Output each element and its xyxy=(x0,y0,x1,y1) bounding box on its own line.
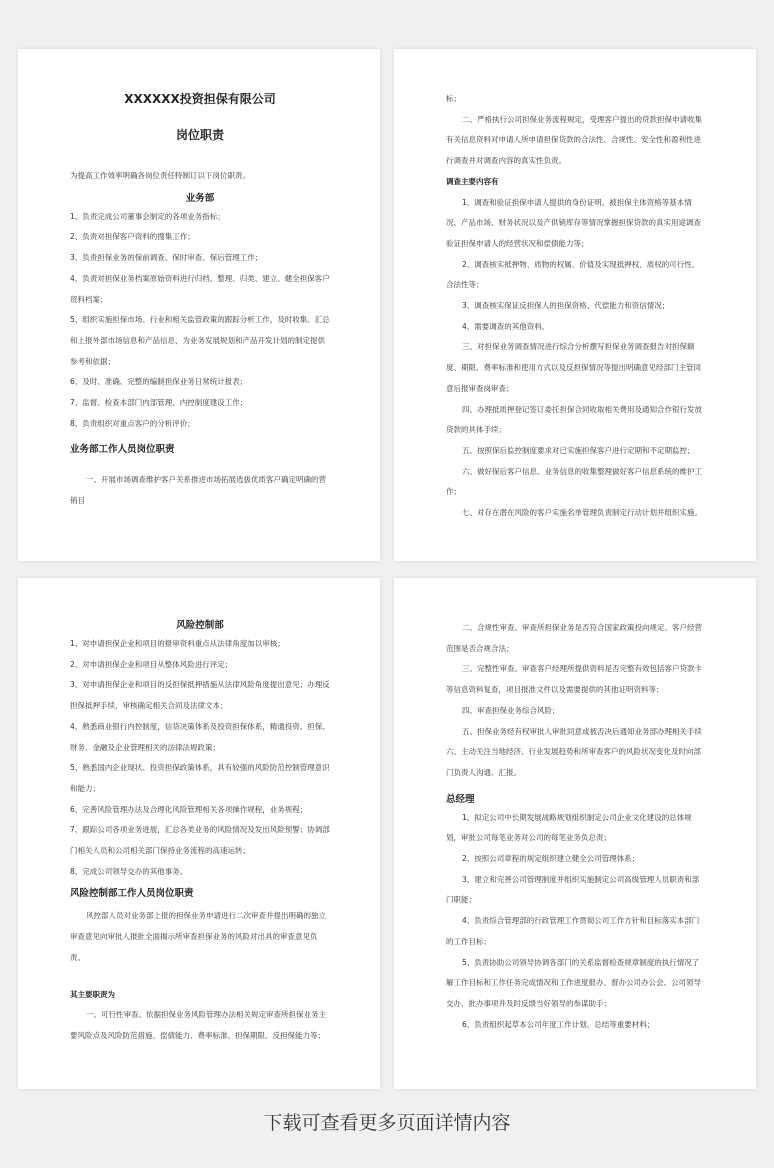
paragraph: 一、可行性审查。依据担保业务风险管理办法相关规定审查所担保业务主要风险点及风险防范措施、偿债能力、费率标准、担保期限、反担保能力等； xyxy=(70,1010,326,1040)
subheading-main-duties: 其主要职责为 xyxy=(70,989,115,999)
list-item: 1、拟定公司中长期发展战略规划组织制定公司企业文化建设的总体规划，审批公司每笔业务对公司的每笔业务负总责； xyxy=(446,812,692,843)
list-item: 3、对申请担保企业和项目的反担保抵押措施从法律风险角度提出意见；办理反担保抵押手续，审核确定相关合同及法律文本； xyxy=(70,680,330,711)
intro-text: 为提高工作效率明确各岗位责任特制订以下岗位职责。 xyxy=(70,171,250,180)
paragraph: 四、办理抵质押登记签订委托担保合同收取相关费用及通知合作银行发放贷款的具体手续； xyxy=(446,404,702,435)
paragraph: 标； xyxy=(446,94,461,103)
document-title: 岗位职责 xyxy=(175,128,224,142)
list-item: 1、对申请担保企业和项目的报审资料重点从法律角度加以审核； xyxy=(70,639,285,648)
section-heading-gm: 总经理 xyxy=(446,793,475,805)
list-item: 4、熟悉商业银行内控制度，信贷决策体系及投资担保体系，精通投资、担保、财务、金融及企业管理相关的法律法规政策； xyxy=(70,721,330,752)
list-item: 3、调查核实保证反担保人的担保资格、代偿能力和资信情况； xyxy=(462,301,670,311)
list-item: 8、完成公司领导交办的其他事务。 xyxy=(70,866,188,876)
paragraph: 六、做好保后客户信息、业务信息的收集整理做好客户信息系统的维护工作； xyxy=(446,466,702,497)
paragraph: 三、完整性审查。审查客户经理所提供资料是否完整有效包括客户贷款卡等信息资料复查，项目报准文件以及需要提供的其他证明资料等； xyxy=(446,664,702,695)
list-item: 6、完善风险管理办法及合理化风险管理相关各项操作规程，业务规程； xyxy=(70,804,308,814)
list-item: 7、跟踪公司各项业务进展，汇总各类业务的风险情况及发出风险预警；协调部门相关人员和公司相关部门保持业务流程的高速运转； xyxy=(70,825,330,856)
list-item: 6、负责组织起草本公司年度工作计划、总结等重要材料； xyxy=(462,1019,655,1029)
section-heading-risk-staff: 风险控制部工作人员岗位职责 xyxy=(70,888,194,900)
list-item: 6、及时、准确、完整的编制担保业务日常统计报表； xyxy=(70,377,248,387)
list-item: 4、需要调查的其他资料。 xyxy=(462,321,550,331)
list-item: 3、建立和完善公司管理制度并组织实施制定公司高级管理人员职责和部门职能； xyxy=(446,874,700,905)
list-item: 1、调查和验证担保申请人提供的身份证明、被担保主体资格等基本情况、产品市场、财务状况以及产供销库存等情况掌握担保贷款的真实用途调查验证担保申请人的经营状况和偿债能力等； xyxy=(446,197,701,248)
paragraph: 五、按照保后监控制度要求对已实施担保客户进行定期和不定期监控； xyxy=(462,445,695,455)
list-item: 2、负责对担保客户资料的搜集工作； xyxy=(70,232,195,242)
paragraph: 七、对存在潜在风险的客户实施名单管理负责制定行动计划并组织实施。 xyxy=(462,508,702,518)
paragraph: 二、严格执行公司担保业务流程规定，受理客户提出的贷款担保申请收集有关信息资料对申请人所申请担保贷款的合法性、合规性、安全性和盈利性进行调查并对调查内容的真实性负责。 xyxy=(446,114,702,166)
company-name: XXXXXX投资担保有限公司 xyxy=(124,92,276,106)
paragraph: 二、合规性审查。审查所担保业务是否符合国家政策投向规定、客户经营范围是否合规合法； xyxy=(446,623,702,653)
paragraph: 四、审查担保业务综合风险； xyxy=(462,705,560,715)
list-item: 4、负责综合管理部的行政管理工作贯彻公司工作方针和目标落实本部门的工作目标； xyxy=(446,916,700,946)
list-item: 2、按照公司章程的规定组织建立健全公司管理体系； xyxy=(462,854,640,864)
subheading-investigation: 调查主要内容有 xyxy=(446,176,499,186)
list-item: 2、调查核实抵押物、质物的权属、价值及实现抵押权、质权的可行性、合法性等； xyxy=(446,259,700,290)
paragraph: 风控部人员对业务部上报的担保业务申请进行二次审查并提出明确的独立审查意见向审批人报批全面揭示所审查担保业务的风险对出具的审查意见负责。 xyxy=(70,911,326,962)
list-item: 8、负责组织对重点客户的分析评价； xyxy=(70,418,195,428)
list-item: 5、组织实施担保市场、行业和相关监管政策的跟踪分析工作，及时收集、汇总和上报外部市场信息和产品信息，为业务发展规划和产品开发计划的制定提供参考和依据； xyxy=(70,315,330,366)
list-item: 5、负责协助公司领导协调各部门的关系监督检查规章制度的执行情况了解工作目标和工作任务完成情况和工作进度报办、督办公司办公会、公司领导交办、批办事项并及时反馈当好领导的参谋助手； xyxy=(446,957,701,1008)
list-item: 5、熟悉国内企业现状、投资担保政策体系，具有较强的风险防范控制管理意识和能力； xyxy=(70,763,330,793)
document-page-2 xyxy=(394,49,756,561)
list-item: 4、负责对担保业务档案原始资料进行归档、整理、归类、建立、健全担保客户资料档案； xyxy=(70,273,330,304)
document-page-4 xyxy=(394,578,756,1089)
section-heading-business-staff: 业务部工作人员岗位职责 xyxy=(70,444,175,456)
list-item: 3、负责担保业务的保前调查、保时审查、保后管理工作； xyxy=(70,253,263,263)
dept-heading-risk: 风险控制部 xyxy=(176,620,224,631)
paragraph: 三、对担保业务调查情况进行综合分析撰写担保业务调查报告对担保额度、期限、费率标准和使用方式以及反担保情况等提出明确意见经部门主管同意后报审查岗审查； xyxy=(446,342,701,393)
document-page-1 xyxy=(18,49,380,561)
paragraph: 五、担保业务经有权审批人审批同意或被否决后通知业务部办理相关手续 六、主动关注当地经济、行业发展趋势和所审查客户的风险状况变化及时向部门负责人沟通、汇报。 xyxy=(446,726,702,777)
list-item: 1、负责完成公司董事会制定的各项业务指标； xyxy=(70,211,225,221)
download-more-prompt[interactable]: 下载可查看更多页面详情内容 xyxy=(263,1112,511,1134)
document-page-3 xyxy=(18,578,380,1089)
list-item: 7、监督、检查本部门内部管理、内控制度建设工作； xyxy=(70,398,248,408)
paragraph: 一、开展市场调查维护客户关系推进市场拓展选拔优质客户确定明确的营销目 xyxy=(70,475,326,506)
list-item: 2、对申请担保企业和项目从整体风险进行评定； xyxy=(70,659,233,669)
dept-heading-business: 业务部 xyxy=(185,192,215,204)
